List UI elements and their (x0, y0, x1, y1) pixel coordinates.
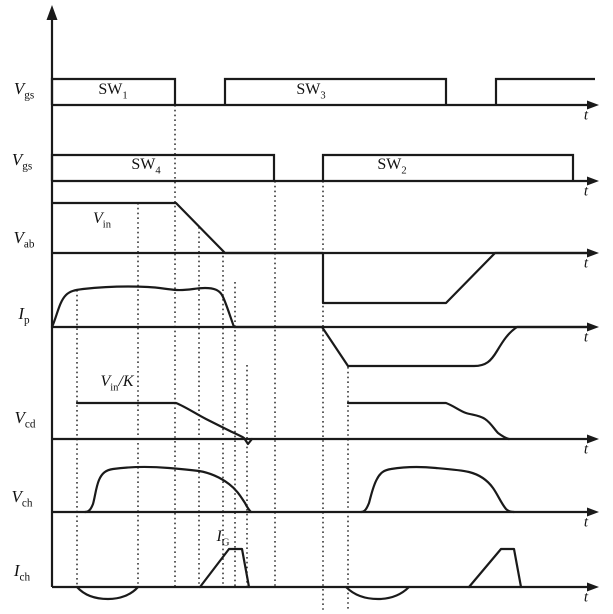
row-label-ip (18, 305, 29, 327)
label-base: SW (98, 81, 123, 99)
waveform-ich (77, 549, 521, 599)
label-sub: in (110, 382, 119, 394)
label-sub: p (24, 314, 30, 327)
label-base: V (13, 228, 24, 248)
annotation-ig (217, 529, 230, 549)
waveform-vch (85, 467, 514, 512)
t-label-row2: t (583, 183, 589, 200)
label-base: SW (377, 156, 402, 174)
label-sub: ab (23, 238, 35, 251)
t-label-row3: t (583, 255, 589, 272)
label-base: SW (131, 156, 156, 174)
annotation-vin-over-k (100, 374, 133, 394)
row-label-ich (14, 562, 30, 584)
label-sub: gs (22, 160, 33, 173)
row-label-vgs-sw13 (14, 80, 34, 102)
label-base: V (13, 79, 25, 99)
label-base: SW (296, 81, 321, 99)
t-label-row5: t (583, 441, 589, 458)
row-label-vcd (15, 409, 36, 431)
pulse-label-sw2 (377, 157, 406, 177)
t-label-row1: t (583, 107, 589, 124)
label-base: V (14, 408, 25, 428)
label-sub: 2 (401, 165, 407, 177)
label-base: V (100, 373, 111, 391)
label-sub: 1 (122, 90, 128, 102)
label-sub: in (102, 219, 111, 231)
row-label-vab (14, 229, 35, 251)
label-suffix: /K (118, 373, 134, 391)
t-label-row6: t (583, 514, 589, 531)
label-base: I (18, 304, 25, 324)
pulse-label-sw3 (296, 82, 325, 102)
label-sub: G (221, 537, 230, 549)
label-base: I (13, 561, 20, 581)
label-sub: cd (24, 418, 36, 431)
label-base: I (216, 528, 222, 546)
waveform-vcd (77, 403, 509, 444)
label-base: V (11, 487, 22, 507)
label-sub: 3 (320, 90, 326, 102)
row-label-vch (12, 488, 33, 510)
t-label-row7: t (583, 589, 589, 606)
label-base: V (11, 150, 23, 170)
label-sub: 4 (155, 165, 161, 177)
label-sub: gs (24, 89, 35, 102)
pulse-label-sw4 (131, 157, 160, 177)
annotation-vin (93, 211, 111, 231)
label-base: V (93, 210, 103, 228)
label-sub: ch (21, 497, 33, 510)
t-label-row4: t (583, 329, 589, 346)
row-label-vgs-sw42 (12, 151, 32, 173)
label-sub: ch (19, 571, 31, 584)
pulse-label-sw1 (98, 82, 127, 102)
